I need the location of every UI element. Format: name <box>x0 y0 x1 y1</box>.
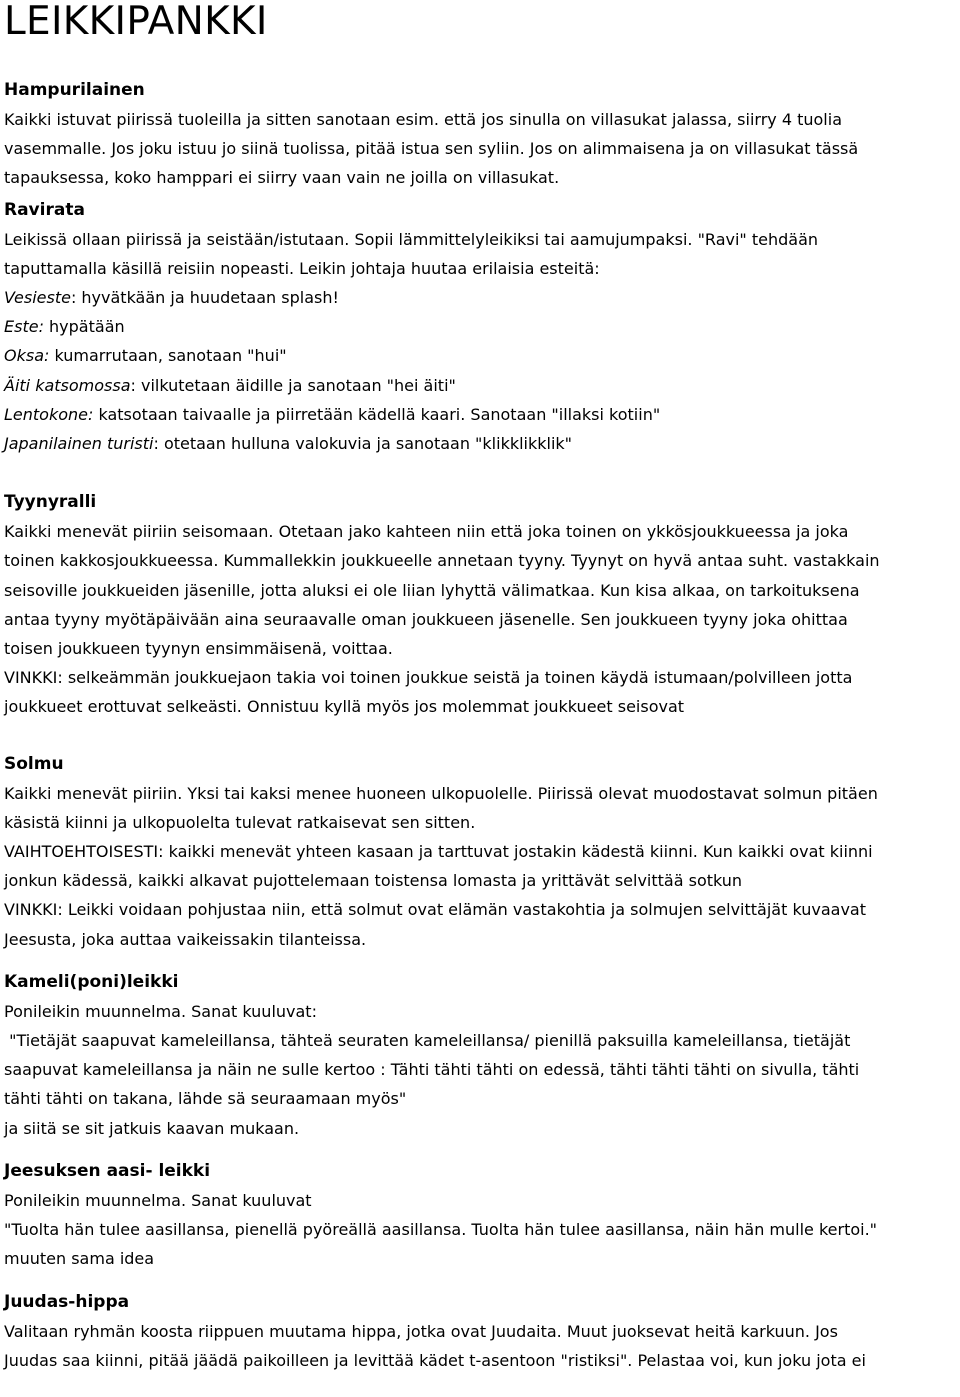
obstacle-text: : hyvätkään ja huudetaan splash! <box>70 288 339 308</box>
obstacle-line <box>4 400 960 429</box>
body-line: VINKKI: selkeämmän joukkuejaon takia voi toinen joukkue seistä ja toinen käydä istumaan/polvilleen jotta <box>4 668 853 688</box>
obstacle-name: Lentokone: <box>4 404 94 424</box>
obstacle-line <box>4 429 960 458</box>
body-line: taputtamalla käsillä reisiin nopeasti. Leikin johtaja huutaa erilaisia esteitä: <box>4 258 600 278</box>
body-line: tapauksessa, koko hamppari ei siirry vaan vain ne joilla on villasukat. <box>4 168 560 188</box>
document-page <box>4 0 960 1375</box>
body-line: "Tuolta hän tulee aasillansa, pienellä pyöreällä aasillansa. Tuolta hän tulee aasillansa, näin hän mulle kertoi." <box>4 1220 878 1240</box>
section-solmu <box>4 750 960 954</box>
body-line: muuten sama idea <box>4 1249 155 1269</box>
obstacle-line <box>4 312 960 341</box>
page-title: LEIKKIPANKKI <box>4 0 268 44</box>
body-line: Juudas saa kiinni, pitää jäädä paikoilleen ja levittää kädet t-asentoon "ristiksi". Pelastaa voi, kun joku jota ei <box>4 1350 866 1370</box>
body-line: jonkun kädessä, kaikki alkavat pujottelemaan toistensa lomasta ja yrittävät selvittää sotkun <box>4 871 743 891</box>
obstacle-text: hypätään <box>43 317 125 337</box>
body-line: Ponileikin muunnelma. Sanat kuuluvat <box>4 1190 312 1210</box>
body-line: toisen joukkueen tyynyn ensimmäisenä, voittaa. <box>4 639 393 659</box>
obstacle-text: katsotaan taivaalle ja piirretään kädellä kaari. Sanotaan "illaksi kotiin" <box>93 404 661 424</box>
section-heading: Jeesuksen aasi- leikki <box>4 1160 211 1181</box>
section-kamelileikki <box>4 968 960 1143</box>
section-heading: Ravirata <box>4 199 85 220</box>
body-line: Valitaan ryhmän koosta riippuen muutama hippa, jotka ovat Juudaita. Muut juoksevat heitä karkuun. Jos <box>4 1321 838 1341</box>
body-line: Kaikki menevät piiriin. Yksi tai kaksi menee huoneen ulkopuolelle. Piirissä olevat muodostavat solmun pitäen <box>4 783 878 803</box>
body-line: Kaikki istuvat piirissä tuoleilla ja sitten sanotaan esim. että jos sinulla on villasukat jalassa, siirry 4 tuolia <box>4 110 842 129</box>
body-line: saapuvat kameleillansa ja näin ne sulle kertoo : Tähti tähti tähti on edessä, tähti tähti tähti on sivulla, tähti <box>4 1060 860 1080</box>
body-line: antaa tyyny myötäpäivään aina seuraavalle oman joukkueen jäsenelle. Sen joukkueen tyyny joka ohittaa <box>4 609 848 629</box>
section-tyynyralli <box>4 488 960 721</box>
obstacle-name: Äiti katsomossa <box>4 375 131 395</box>
section-heading: Tyynyralli <box>4 492 97 513</box>
section-hampurilainen <box>4 76 960 193</box>
section-heading: Hampurilainen <box>4 80 145 100</box>
section-jeesuksen-aasi-leikki <box>4 1157 960 1274</box>
section-heading: Juudas-hippa <box>4 1291 130 1312</box>
body-line: Leikissä ollaan piirissä ja seistään/istutaan. Sopii lämmittelyleikiksi tai aamujumpaksi. "Ravi" tehdään <box>4 229 819 249</box>
obstacle-line <box>4 283 960 312</box>
body-line: Jeesusta, joka auttaa vaikeissakin tilanteissa. <box>4 929 367 949</box>
obstacle-text: kumarrutaan, sanotaan "hui" <box>49 346 287 366</box>
body-line: VINKKI: Leikki voidaan pohjustaa niin, että solmut ovat elämän vastakohtia ja solmujen selvittäjät kuvaavat <box>4 900 866 920</box>
obstacle-name: Este: <box>4 317 44 337</box>
body-line: joukkueet erottuvat selkeästi. Onnistuu kyllä myös jos molemmat joukkueet seisovat <box>4 697 685 717</box>
section-heading: Solmu <box>4 753 64 774</box>
body-line: Kaikki menevät piiriin seisomaan. Otetaan jako kahteen niin että joka toinen on ykkösjoukkueessa ja joka <box>4 522 849 542</box>
body-line: vasemmalle. Jos joku istuu jo siinä tuolissa, pitää istua sen syliin. Jos on alimmaisena ja on villasukat tässä <box>4 139 859 159</box>
section-ravirata <box>4 196 960 459</box>
section-heading: Kameli(poni)leikki <box>4 971 179 992</box>
section-juudas-hippa <box>4 1288 960 1375</box>
body-line: VAIHTOEHTOISESTI: kaikki menevät yhteen kasaan ja tarttuvat jostakin kädestä kiinni. Kun kaikki ovat kiinni <box>4 842 873 862</box>
body-line: käsistä kiinni ja ulkopuolelta tulevat ratkaisevat sen sitten. <box>4 812 476 832</box>
body-line: toinen kakkosjoukkueessa. Kummallekkin joukkueelle annetaan tyyny. Tyynyt on hyvä antaa suht. vastakkain <box>4 551 880 571</box>
obstacle-text: : otetaan hulluna valokuvia ja sanotaan "klikklikklik" <box>153 434 573 454</box>
body-line: seisoville joukkueiden jäsenille, jotta aluksi ei ole liian lyhyttä välimatkaa. Kun kisa alkaa, on tarkoituksena <box>4 580 860 600</box>
body-line: ja siitä se sit jatkuis kaavan mukaan. <box>4 1118 300 1138</box>
obstacle-line <box>4 341 960 370</box>
obstacle-line <box>4 371 960 400</box>
obstacle-name: Oksa: <box>4 346 50 366</box>
obstacle-name: Vesieste <box>4 288 71 308</box>
body-line: Ponileikin muunnelma. Sanat kuuluvat: <box>4 1001 317 1021</box>
body-line: tähti tähti on takana, lähde sä seuraamaan myös" <box>4 1089 407 1109</box>
obstacle-name: Japanilainen turisti <box>4 434 154 454</box>
body-line: "Tietäjät saapuvat kameleillansa, tähteä seuraten kameleillansa/ pienillä paksuilla kameleillansa, tietäjät <box>4 1031 851 1051</box>
obstacle-text: : vilkutetaan äidille ja sanotaan "hei äiti" <box>130 375 456 395</box>
